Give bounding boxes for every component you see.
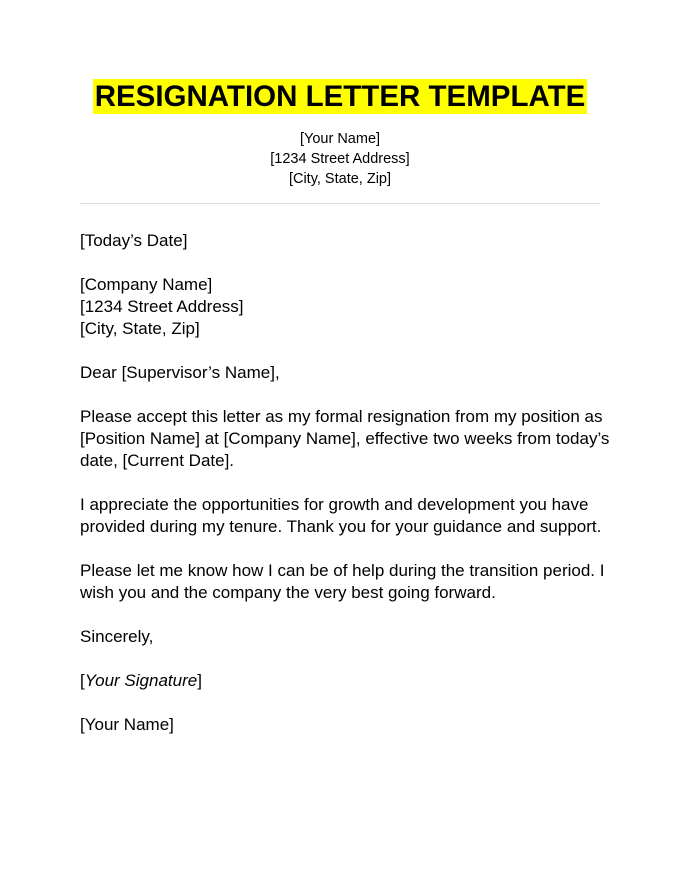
salutation: Dear [Supervisor’s Name],: [80, 363, 280, 382]
recipient-company: [Company Name]: [80, 275, 213, 294]
page-title: RESIGNATION LETTER TEMPLATE: [94, 80, 586, 113]
body-paragraph: I appreciate the opportunities for growth and development you have provided during my tenure. Thank you for your guidance and support.: [80, 495, 602, 536]
signature-bracket-close: ]: [197, 671, 202, 690]
signature-placeholder: Your Signature: [84, 671, 198, 690]
sender-name: [Your Name]: [299, 131, 381, 147]
recipient-city: [City, State, Zip]: [80, 319, 200, 338]
body-paragraph: Please let me know how I can be of help during the transition period. I wish you and the company the very best going forward.: [80, 561, 605, 602]
closing: Sincerely,: [80, 627, 154, 646]
letter-date: [Today’s Date]: [80, 231, 188, 250]
title-container: [0, 79, 680, 114]
signoff-name: [Your Name]: [80, 715, 174, 734]
signature-bracket-open: [: [80, 671, 85, 690]
header-divider: [80, 203, 600, 204]
sender-address: [1234 Street Address]: [270, 151, 410, 167]
sender-city: [City, State, Zip]: [288, 171, 392, 187]
recipient-block: [80, 274, 610, 340]
body-paragraph: Please accept this letter as my formal resignation from my position as [Position Name] at [Company Name], effective two weeks from today’s date, [Current Date].: [80, 407, 610, 470]
recipient-address: [1234 Street Address]: [80, 297, 244, 316]
letter-body: [80, 230, 610, 736]
signature-line: [80, 670, 610, 692]
sender-block: [0, 129, 680, 189]
